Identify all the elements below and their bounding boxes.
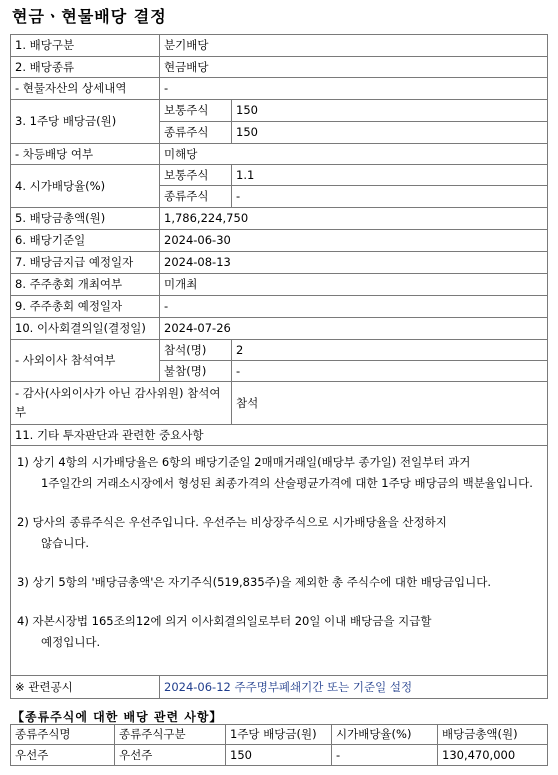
row-label: 4. 시가배당율(%) (11, 165, 160, 208)
row-value: 150 (232, 100, 548, 122)
row-value: 미해당 (160, 144, 548, 165)
row-value: 현금배당 (160, 57, 548, 78)
note-continuation: 1주일간의 거래소시장에서 형성된 최종가격의 산술평균가격에 대한 1주당 배당금의 백분율입니다. (41, 476, 533, 490)
table-row (11, 318, 548, 340)
row-label: - 차등배당 여부 (11, 144, 160, 165)
related-label: ※ 관련공시 (11, 676, 160, 699)
row-label: 11. 기타 투자판단과 관련한 중요사항 (11, 425, 548, 446)
row-value: - (160, 296, 548, 318)
row-value: 1.1 (232, 165, 548, 186)
table-cell: 우선주 (115, 745, 226, 766)
row-label: 1. 배당구분 (11, 35, 160, 57)
related-disclosure-link[interactable]: 2024-06-12 주주명부폐쇄기간 또는 기준일 설정 (160, 676, 548, 699)
table-row (11, 296, 548, 318)
column-header: 종류주식명 (11, 725, 115, 745)
column-header: 시가배당율(%) (332, 725, 438, 745)
table-cell: - (332, 745, 438, 766)
note-item (17, 512, 541, 554)
table-row (11, 745, 548, 766)
table-row (11, 382, 548, 425)
table-row (11, 676, 548, 699)
row-label: - 현물자산의 상세내역 (11, 78, 160, 100)
column-header: 종류주식구분 (115, 725, 226, 745)
row-value: 1,786,224,750 (160, 208, 548, 230)
row-value: 참석 (232, 382, 548, 425)
note-continuation: 예정입니다. (41, 635, 101, 649)
column-header: 1주당 배당금(원) (226, 725, 332, 745)
row-value: 2024-07-26 (160, 318, 548, 340)
dividend-decision-table (10, 34, 548, 699)
row-value: 2 (232, 340, 548, 361)
note-first-line: 3) 상기 5항의 '배당금총액'은 자기주식(519,835주)을 제외한 총 주식수에 대한 배당금입니다. (17, 575, 492, 589)
note-first-line: 4) 자본시장법 165조의12에 의거 이사회결의일로부터 20일 이내 배당금을 지급할 (17, 614, 432, 628)
row-value: 2024-06-30 (160, 230, 548, 252)
row-label: 7. 배당금지급 예정일자 (11, 252, 160, 274)
row-sublabel: 종류주식 (160, 186, 232, 208)
page-title: 현금ㆍ현물배당 결정 (12, 7, 167, 26)
row-sublabel: 종류주식 (160, 122, 232, 144)
table-cell: 130,470,000 (438, 745, 548, 766)
row-value: 2024-08-13 (160, 252, 548, 274)
table-row (11, 35, 548, 57)
section-subtitle: 【종류주식에 대한 배당 관련 사항】 (12, 710, 223, 724)
table-row (11, 446, 548, 676)
table-row (11, 208, 548, 230)
note-item (17, 611, 541, 653)
table-row (11, 425, 548, 446)
table-row (11, 78, 548, 100)
row-sublabel: 보통주식 (160, 100, 232, 122)
table-row (11, 57, 548, 78)
row-label: - 사외이사 참석여부 (11, 340, 160, 382)
row-value: - (232, 186, 548, 208)
row-sublabel: 참석(명) (160, 340, 232, 361)
table-row (11, 100, 548, 122)
note-continuation: 않습니다. (41, 536, 90, 550)
table-cell: 우선주 (11, 745, 115, 766)
notes-cell (11, 446, 548, 676)
row-label: 2. 배당종류 (11, 57, 160, 78)
row-sublabel: 불참(명) (160, 361, 232, 382)
note-item (17, 572, 541, 593)
note-first-line: 1) 상기 4항의 시가배당율은 6항의 배당기준일 2매매거래일(배당부 종가일) 전일부터 과거 (17, 455, 471, 469)
table-header-row (11, 725, 548, 745)
note-first-line: 2) 당사의 종류주식은 우선주입니다. 우선주는 비상장주식으로 시가배당율을 산정하지 (17, 515, 447, 529)
table-row (11, 274, 548, 296)
row-label: - 감사(사외이사가 아닌 감사위원) 참석여부 (11, 382, 232, 425)
table-row (11, 165, 548, 186)
row-value: 150 (232, 122, 548, 144)
row-label: 3. 1주당 배당금(원) (11, 100, 160, 144)
table-row (11, 230, 548, 252)
table-cell: 150 (226, 745, 332, 766)
row-sublabel: 보통주식 (160, 165, 232, 186)
row-value: - (160, 78, 548, 100)
row-value: 분기배당 (160, 35, 548, 57)
row-value: 미개최 (160, 274, 548, 296)
row-label: 5. 배당금총액(원) (11, 208, 160, 230)
preferred-stock-table (10, 724, 548, 766)
note-item (17, 452, 541, 494)
row-label: 9. 주주총회 예정일자 (11, 296, 160, 318)
table-row (11, 144, 548, 165)
column-header: 배당금총액(원) (438, 725, 548, 745)
row-label: 8. 주주총회 개최여부 (11, 274, 160, 296)
table-row (11, 340, 548, 361)
table-row (11, 252, 548, 274)
row-label: 10. 이사회결의일(결정일) (11, 318, 160, 340)
row-value: - (232, 361, 548, 382)
row-label: 6. 배당기준일 (11, 230, 160, 252)
